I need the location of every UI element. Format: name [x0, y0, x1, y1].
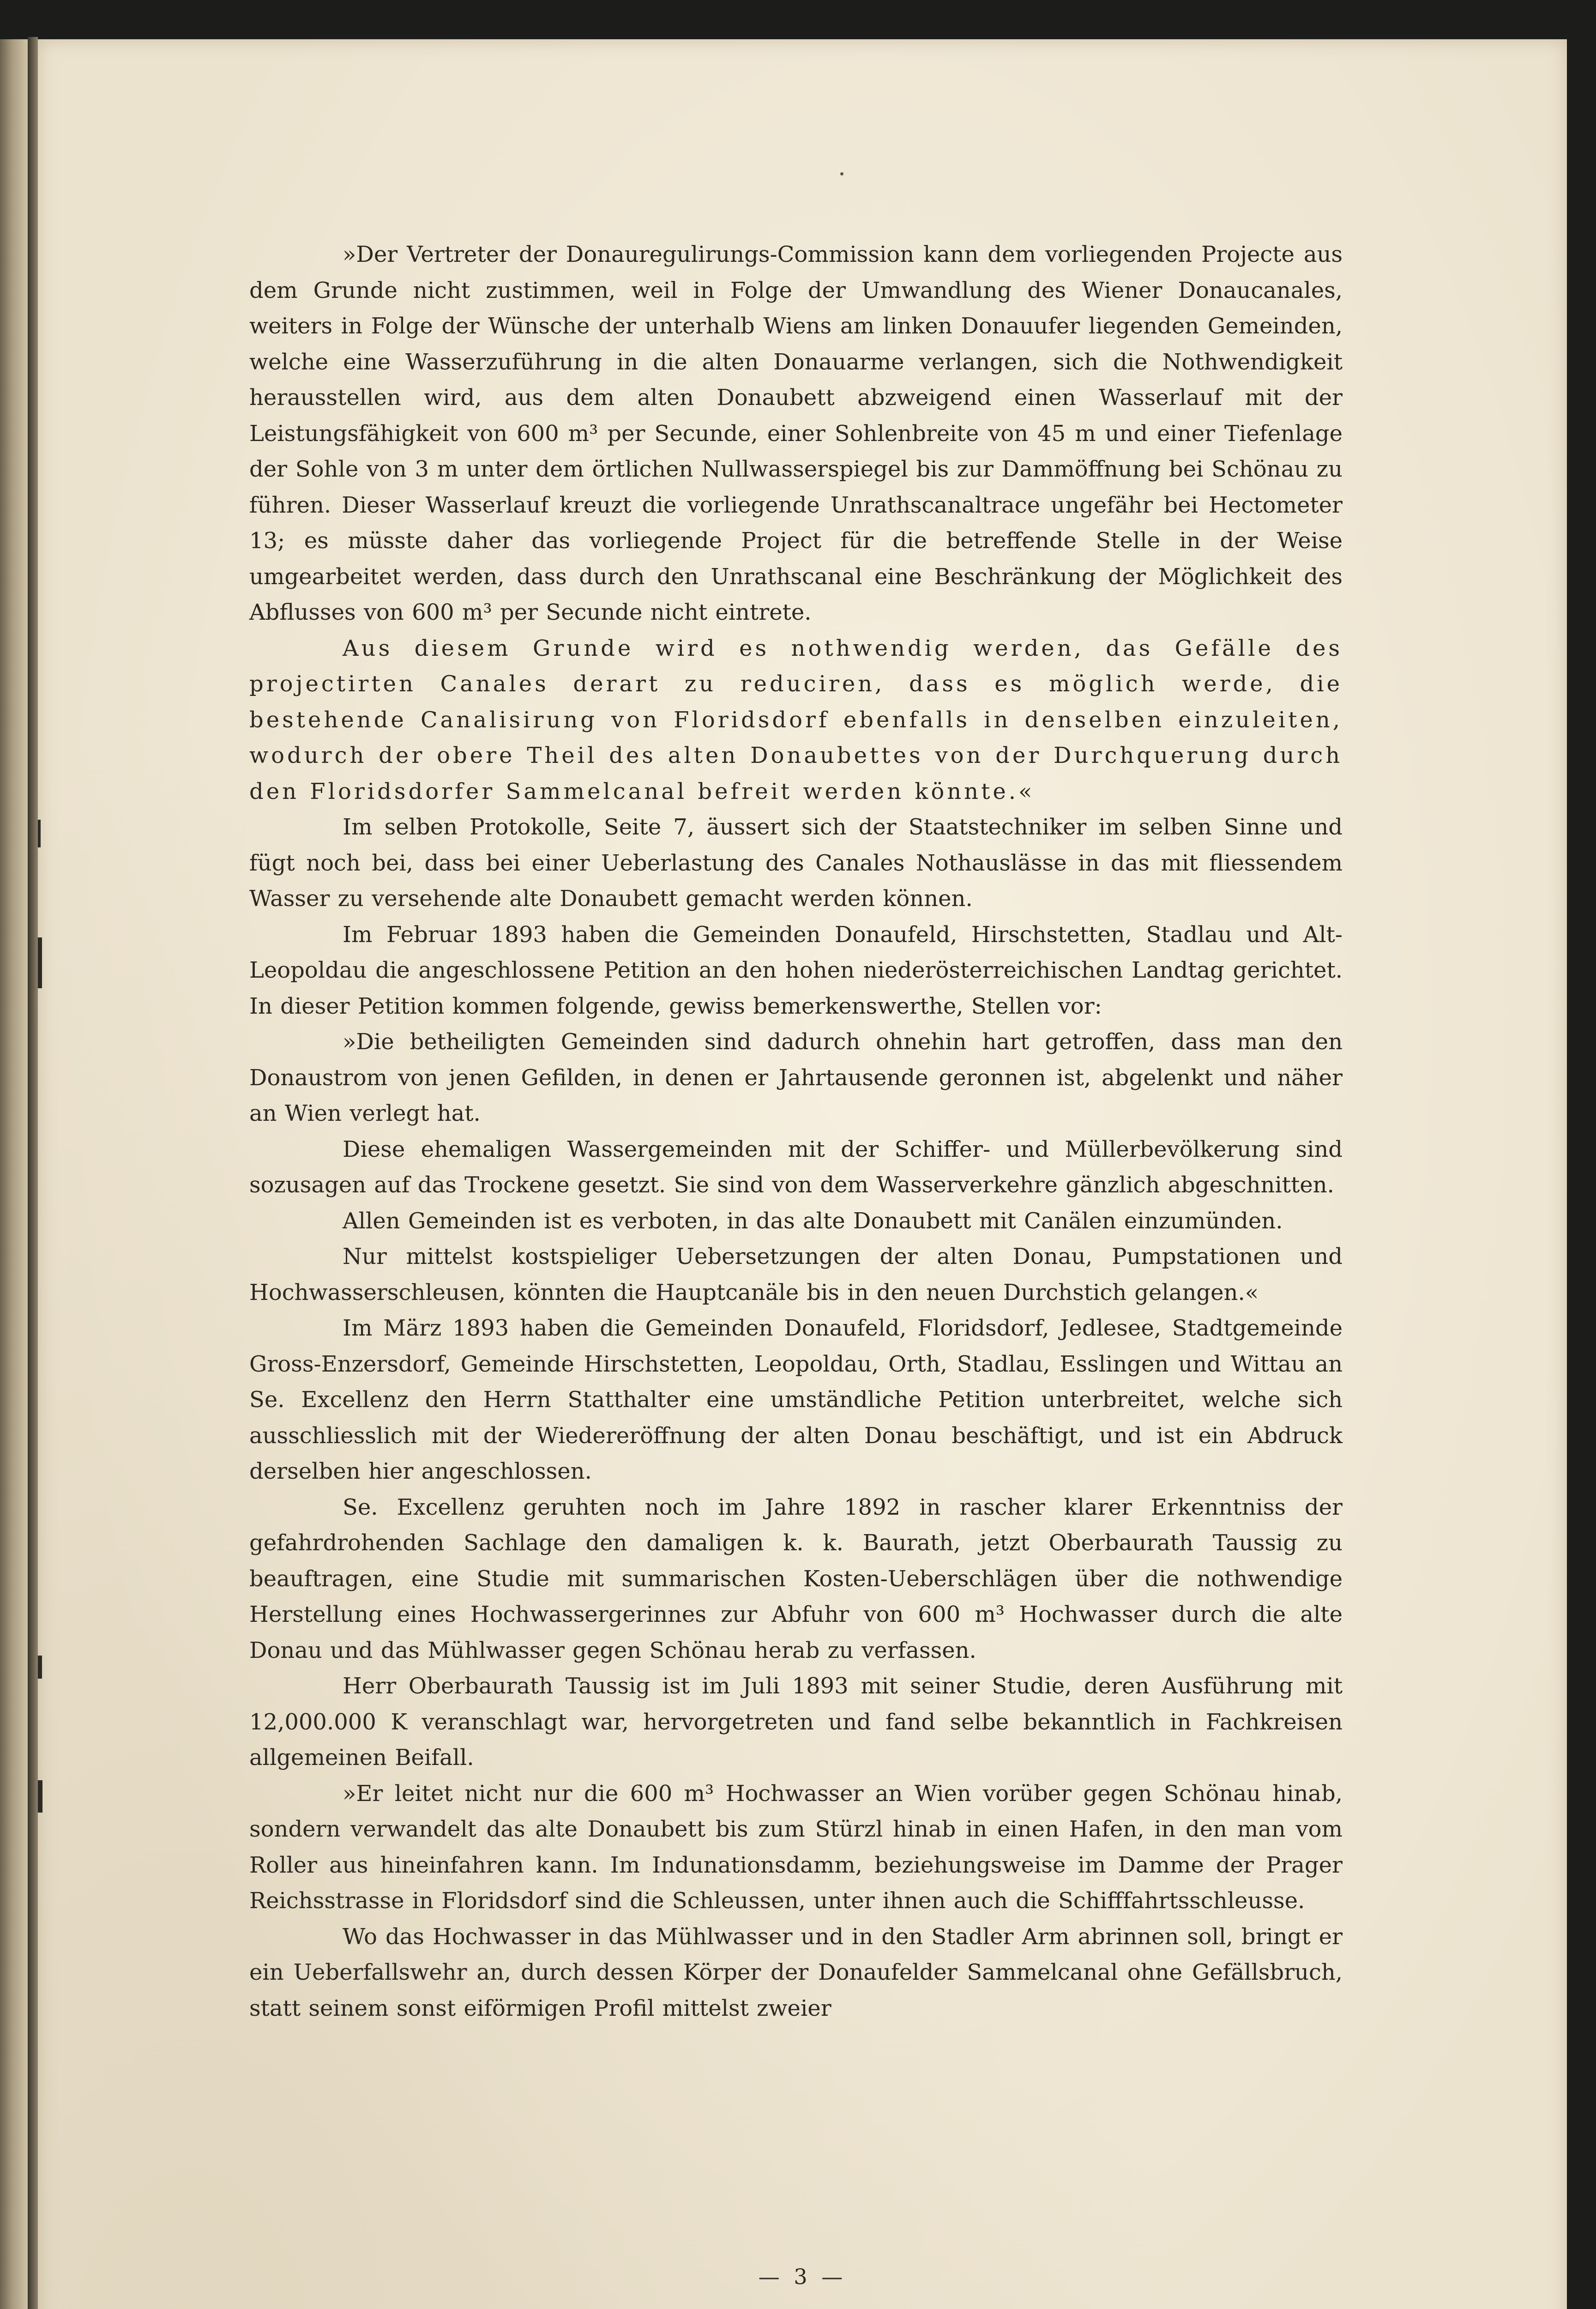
paper-speck [840, 172, 843, 175]
paragraph: »Er leitet nicht nur die 600 m³ Hochwasser an Wien vorüber gegen Schönau hinab, sondern verwandelt das alte Donaubett bis zum Stürzl hinab in einen Hafen, in den man vom Roller aus hineinfahren kann. Im Indunationsdamm, beziehungsweise im Damme der Prager Reichsstrasse in Floridsdorf sind die Schleussen, unter ihnen auch die Schifffahrtsschleusse. [249, 1780, 1343, 1914]
paragraph: Diese ehemaligen Wassergemeinden mit der Schiffer- und Müllerbevölkerung sind sozusagen auf das Trockene gesetzt. Sie sind von dem Wasserverkehre gänzlich abgeschnitten. [249, 1136, 1343, 1198]
paragraph: Nur mittelst kostspieliger Uebersetzungen der alten Donau, Pumpstationen und Hochwasserschleusen, könnten die Hauptcanäle bis in den neuen Durchstich gelangen.« [249, 1244, 1343, 1306]
paragraph: Aus diesem Grunde wird es nothwendig werden, das Gefälle des projectirten Canales derart zu reduciren, dass es möglich werde, die bestehende Canalisirung von Floridsdorf ebenfalls in denselben einzuleiten, wodurch der obere Theil des alten Donaubettes von der Durchquerung durch den Floridsdorfer Sammelcanal befreit werden könnte.« [249, 635, 1343, 804]
paragraph: Im selben Protokolle, Seite 7, äussert sich der Staatstechniker im selben Sinne und fügt noch bei, dass bei einer Ueberlastung des Canales Nothauslässe in das mit fliessendem Wasser zu versehende alte Donaubett gemacht werden können. [249, 814, 1343, 912]
paragraph: Se. Excellenz geruhten noch im Jahre 1892 in rascher klarer Erkenntniss der gefahrdrohenden Sachlage den damaligen k. k. Baurath, jetzt Oberbaurath Taussig zu beauftragen, eine Studie mit summarischen Kosten-Ueberschlägen über die nothwendige Herstellung eines Hochwassergerinnes zur Abfuhr von 600 m³ Hochwasser durch die alte Donau und das Mühlwasser gegen Schönau herab zu verfassen. [249, 1494, 1343, 1663]
margin-mark [38, 1656, 42, 1679]
margin-mark [38, 937, 42, 988]
page-number: — 3 — [758, 2264, 847, 2289]
previous-page-edge [0, 39, 28, 2309]
margin-mark [38, 820, 41, 847]
paragraph: Allen Gemeinden ist es verboten, in das alte Donaubett mit Canälen einzumünden. [343, 1208, 1283, 1234]
paragraph: »Der Vertreter der Donauregulirungs-Commission kann dem vorliegenden Projecte aus dem Grunde nicht zustimmen, weil in Folge der Umwandlung des Wiener Donaucanales, weiters in Folge der Wünsche der unterhalb Wiens am linken Donauufer liegenden Gemeinden, welche eine Wasserzuführung in die alten Donauarme verlangen, sich die Nothwendigkeit herausstellen wird, aus dem alten Donaubett abzweigend einen Wasserlauf mit der Leistungsfähigkeit von 600 m³ per Secunde, einer Sohlenbreite von 45 m und einer Tiefenlage der Sohle von 3 m unter dem örtlichen Nullwasserspiegel bis zur Dammöffnung bei Schönau zu führen. Dieser Wasserlauf kreuzt die vorliegende Unrathscanaltrace ungefähr bei Hectometer 13; es müsste daher das vorliegende Project für die betreffende Stelle in der Weise umgearbeitet werden, dass durch den Unrathscanal eine Beschränkung der Möglichkeit des Abflusses von 600 m³ per Secunde nicht eintrete. [249, 242, 1343, 625]
body-text [249, 237, 1343, 2026]
paragraph: »Die betheiligten Gemeinden sind dadurch ohnehin hart getroffen, dass man den Donaustrom von jenen Gefilden, in denen er Jahrtausende geronnen ist, abgelenkt und näher an Wien verlegt hat. [249, 1029, 1343, 1126]
document-page [38, 39, 1567, 2309]
margin-mark [38, 1780, 42, 1813]
paragraph: Wo das Hochwasser in das Mühlwasser und in den Stadler Arm abrinnen soll, bringt er ein Ueberfallswehr an, durch dessen Körper der Donaufelder Sammelcanal ohne Gefällsbruch, statt seinem sonst eiförmigen Profil mittelst zweier [249, 1923, 1343, 2021]
paragraph: Im März 1893 haben die Gemeinden Donaufeld, Floridsdorf, Jedlesee, Stadtgemeinde Gross-Enzersdorf, Gemeinde Hirschstetten, Leopoldau, Orth, Stadlau, Esslingen und Wittau an Se. Excellenz den Herrn Statthalter eine umständliche Petition unterbreitet, welche sich ausschliesslich mit der Wiedereröffnung der alten Donau beschäftigt, und ist ein Abdruck derselben hier angeschlossen. [249, 1315, 1343, 1484]
binding-gutter [28, 37, 38, 2309]
paragraph: Herr Oberbaurath Taussig ist im Juli 1893 mit seiner Studie, deren Ausführung mit 12,000.000 K veranschlagt war, hervorgetreten und fand selbe bekanntlich in Fachkreisen allgemeinen Beifall. [249, 1673, 1343, 1771]
paragraph: Im Februar 1893 haben die Gemeinden Donaufeld, Hirschstetten, Stadlau und Alt-Leopoldau die angeschlossene Petition an den hohen niederösterreichischen Landtag gerichtet. In dieser Petition kommen folgende, gewiss bemerkenswerthe, Stellen vor: [249, 921, 1343, 1019]
